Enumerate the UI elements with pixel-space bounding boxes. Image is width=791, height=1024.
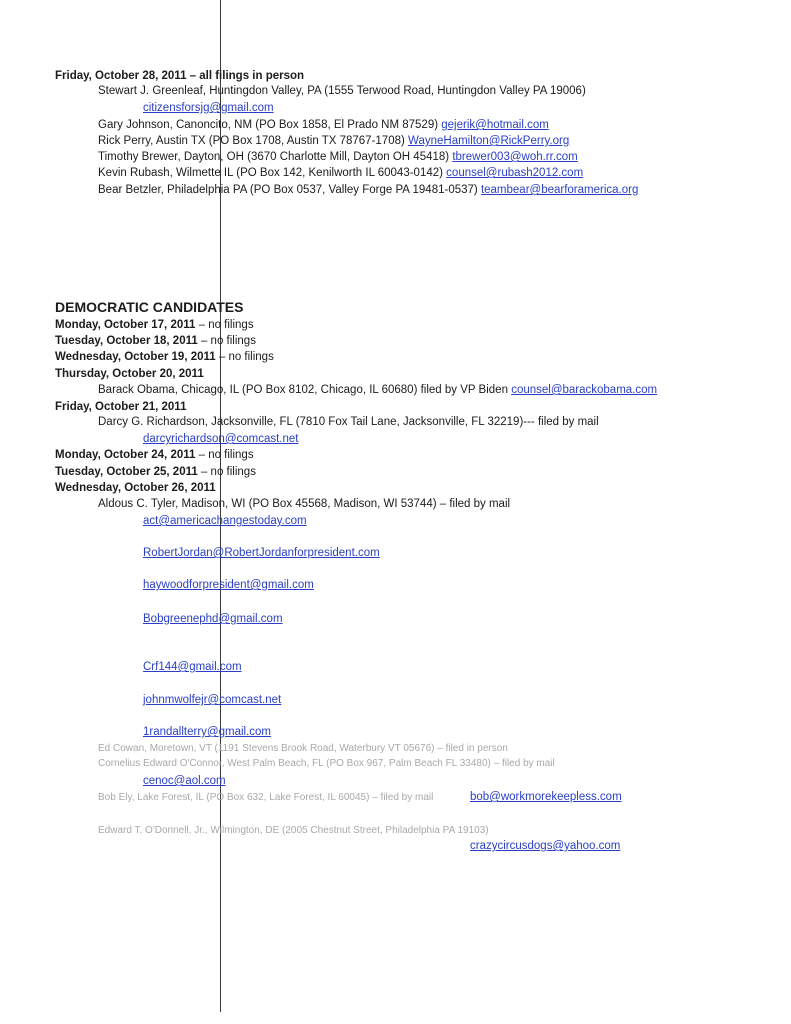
date-oct17-label: Monday, October 17, 2011 [55, 319, 196, 331]
email-link-act[interactable]: act@americachangestoday.com [143, 515, 307, 527]
email-link-crf144[interactable]: Crf144@gmail.com [143, 661, 242, 673]
email-link-brewer[interactable]: tbrewer003@woh.rr.com [452, 151, 578, 163]
email-link-perry[interactable]: WayneHamilton@RickPerry.org [408, 135, 570, 147]
entry-brewer [98, 150, 578, 164]
entry-rubash-text: Kevin Rubash, Wilmette IL (PO Box 142, Kenilworth IL 60043-0142) [98, 167, 443, 179]
date-oct25 [55, 465, 256, 479]
entry-johnson-text: Gary Johnson, Canoncito, NM (PO Box 1858, El Prado NM 87529) [98, 119, 439, 131]
date-oct17 [55, 318, 254, 332]
email-link-greenleaf[interactable]: citizensforsjg@gmail.com [143, 102, 274, 114]
date-oct21: Friday, October 21, 2011 [55, 401, 187, 413]
faded-entry-ely: Bob Ely, Lake Forest, IL (PO Box 632, Lake Forest, IL 60045) – filed by mail [98, 792, 434, 803]
email-link-cenoc[interactable]: cenoc@aol.com [143, 775, 226, 787]
date-oct18 [55, 334, 256, 348]
email-link-richardson[interactable]: darcyrichardson@comcast.net [143, 433, 299, 445]
faded-entry-oconnor: Cornelius Edward O'Connor, West Palm Beach, FL (PO Box 967, Palm Beach FL 33480) – filed by mail [98, 758, 555, 769]
date-oct25-note: – no filings [197, 466, 256, 478]
faded-entry-cowan: Ed Cowan, Moretown, VT (1191 Stevens Brook Road, Waterbury VT 05676) – filed in person [98, 743, 508, 754]
date-oct19-note: – no filings [215, 351, 274, 363]
date-oct18-label: Tuesday, October 18, 2011 [55, 335, 198, 347]
email-link-wolfe[interactable]: johnmwolfejr@comcast.net [143, 694, 282, 706]
email-link-rubash[interactable]: counsel@rubash2012.com [446, 167, 584, 179]
date-oct19-label: Wednesday, October 19, 2011 [55, 351, 216, 363]
email-link-johnson[interactable]: gejerik@hotmail.com [441, 119, 549, 131]
date-oct17-note: – no filings [195, 319, 254, 331]
entry-obama [98, 383, 657, 397]
date-oct20: Thursday, October 20, 2011 [55, 368, 204, 380]
email-link-workmore[interactable]: bob@workmorekeepless.com [470, 791, 622, 803]
faded-entry-odonnell: Edward T. O'Donnell, Jr., Wilmington, DE (2005 Chestnut Street, Philadelphia PA 19103) [98, 825, 489, 836]
date-oct26: Wednesday, October 26, 2011 [55, 482, 216, 494]
email-link-crazycircus[interactable]: crazycircusdogs@yahoo.com [470, 840, 621, 852]
date-oct25-label: Tuesday, October 25, 2011 [55, 466, 198, 478]
entry-rubash [98, 166, 583, 180]
entry-betzler-text: Bear Betzler, Philadelphia PA (PO Box 0537, Valley Forge PA 19481-0537) [98, 184, 478, 196]
email-link-bobgreene[interactable]: Bobgreenephd@gmail.com [143, 613, 283, 625]
entry-tyler: Aldous C. Tyler, Madison, WI (PO Box 45568, Madison, WI 53744) – filed by mail [98, 498, 511, 510]
entry-johnson [98, 118, 549, 132]
entry-greenleaf: Stewart J. Greenleaf, Huntingdon Valley, PA (1555 Terwood Road, Huntingdon Valley PA 19006) [98, 85, 586, 97]
entry-perry [98, 134, 569, 148]
entry-betzler [98, 183, 638, 197]
date-oct24-note: – no filings [195, 449, 254, 461]
entry-perry-text: Rick Perry, Austin TX (PO Box 1708, Austin TX 78767-1708) [98, 135, 405, 147]
entry-richardson: Darcy G. Richardson, Jacksonville, FL (7810 Fox Tail Lane, Jacksonville, FL 32219)--- filed by mail [98, 416, 599, 428]
entry-brewer-text: Timothy Brewer, Dayton, OH (3670 Charlotte Mill, Dayton OH 45418) [98, 151, 450, 163]
entry-obama-text: Barack Obama, Chicago, IL (PO Box 8102, Chicago, IL 60680) filed by VP Biden [98, 384, 508, 396]
email-link-robertjordan[interactable]: RobertJordan@RobertJordanforpresident.com [143, 547, 380, 559]
email-link-betzler[interactable]: teambear@bearforamerica.org [480, 184, 639, 196]
email-link-haywood[interactable]: haywoodforpresident@gmail.com [143, 579, 314, 591]
email-link-obama[interactable]: counsel@barackobama.com [511, 384, 658, 396]
section-heading-oct28: Friday, October 28, 2011 – all filings in person [55, 70, 305, 82]
date-oct24 [55, 448, 254, 462]
email-link-randallterry[interactable]: 1randallterry@gmail.com [143, 726, 271, 738]
date-oct19 [55, 350, 274, 364]
date-oct18-note: – no filings [197, 335, 256, 347]
democratic-heading: DEMOCRATIC CANDIDATES [55, 299, 244, 315]
date-oct24-label: Monday, October 24, 2011 [55, 449, 196, 461]
